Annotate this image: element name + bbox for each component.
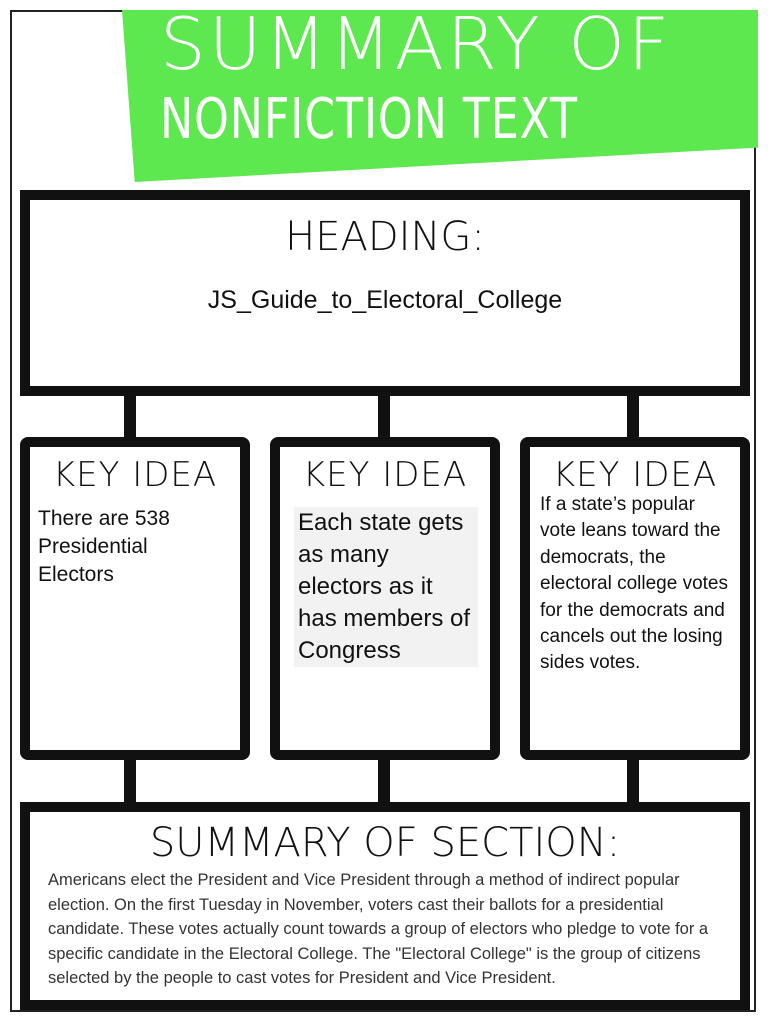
key-idea-text[interactable]: If a state’s popular vote leans toward the democrats, the electoral college votes for the democrats and cancels out the losing sides votes. [540, 494, 728, 674]
page-title: SUMMARY OF [160, 8, 673, 80]
heading-label: HEADING: [285, 214, 485, 260]
heading-box [20, 190, 750, 396]
key-idea-label: KEY IDEA [302, 455, 468, 495]
page-subtitle: NONFICTION TEXT [160, 87, 578, 152]
key-idea-text[interactable]: Each state gets as many electors as it has members of Congress [294, 507, 478, 667]
key-idea-box-1 [20, 437, 250, 760]
key-idea-text[interactable]: There are 538 Presidential Electors [38, 507, 170, 586]
key-idea-box-3 [520, 437, 750, 760]
key-idea-label: KEY IDEA [552, 455, 718, 495]
connector [378, 758, 390, 804]
connector [627, 758, 639, 804]
connector [627, 395, 639, 439]
summary-box [20, 802, 750, 1010]
summary-text[interactable]: Americans elect the President and Vice President through a method of indirect popular election. On the first Tuesday in November, voters cast their ballots for a presidential candidate. These votes actually count towards a group of electors who pledge to vote for a specific candidate in the Electoral College. The "Electoral College" is the group of citizens selected by the people to cast votes for President and Vice President. [48, 871, 709, 987]
key-idea-box-2 [270, 437, 500, 760]
connector [124, 758, 136, 804]
summary-label: SUMMARY OF SECTION: [149, 820, 621, 866]
key-idea-label: KEY IDEA [52, 455, 218, 495]
connector [124, 395, 136, 439]
connector [378, 395, 390, 439]
heading-value[interactable]: JS_Guide_to_Electoral_College [207, 286, 563, 314]
